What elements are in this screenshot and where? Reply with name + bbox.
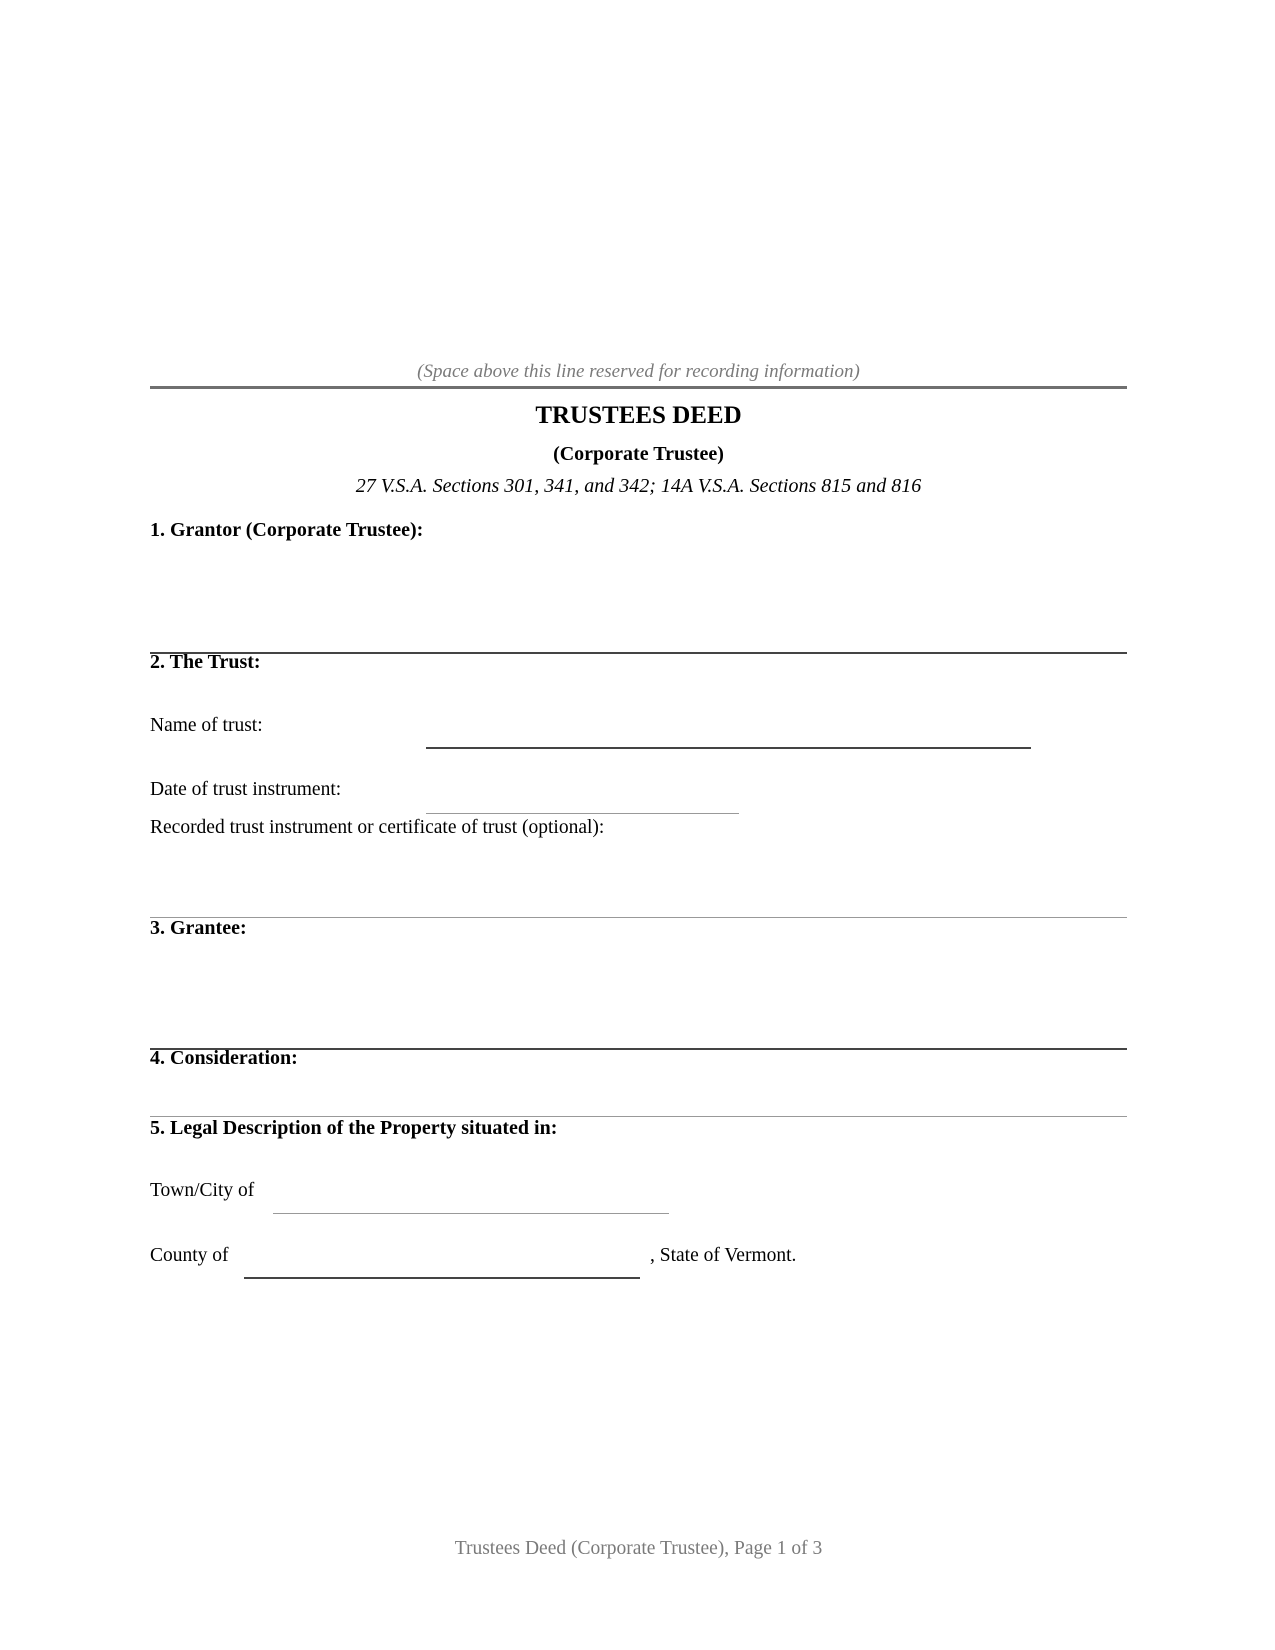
town-city-field[interactable] bbox=[273, 1213, 669, 1214]
recorded-trust-entry-line[interactable] bbox=[150, 917, 1127, 918]
recording-space-note: (Space above this line reserved for recording information) bbox=[417, 361, 860, 382]
trust-date-field[interactable] bbox=[426, 813, 739, 814]
statute-reference: 27 V.S.A. Sections 301, 341, and 342; 14A V.S.A. Sections 815 and 816 bbox=[355, 475, 922, 497]
document-subtitle: (Corporate Trustee) bbox=[553, 443, 724, 465]
grantor-heading: 1. Grantor (Corporate Trustee): bbox=[150, 519, 424, 541]
trust-date-label: Date of trust instrument: bbox=[150, 779, 342, 800]
consideration-heading: 4. Consideration: bbox=[150, 1047, 298, 1069]
recording-divider-line bbox=[150, 386, 1127, 389]
grantee-heading: 3. Grantee: bbox=[150, 917, 247, 939]
trust-name-field[interactable] bbox=[426, 747, 1031, 749]
trust-name-label: Name of trust: bbox=[150, 715, 263, 736]
page-footer: Trustees Deed (Corporate Trustee), Page 1 of 3 bbox=[454, 1538, 823, 1559]
grantor-entry-line[interactable] bbox=[150, 652, 1127, 654]
legal-description-heading: 5. Legal Description of the Property situated in: bbox=[150, 1117, 558, 1139]
recorded-trust-label: Recorded trust instrument or certificate of trust (optional): bbox=[150, 817, 605, 838]
trust-heading: 2. The Trust: bbox=[150, 651, 261, 673]
county-field[interactable] bbox=[244, 1277, 640, 1279]
county-label: County of bbox=[150, 1245, 229, 1266]
state-of-vermont-text: , State of Vermont. bbox=[650, 1245, 797, 1266]
document-title: TRUSTEES DEED bbox=[535, 402, 742, 429]
town-city-label: Town/City of bbox=[150, 1180, 255, 1201]
